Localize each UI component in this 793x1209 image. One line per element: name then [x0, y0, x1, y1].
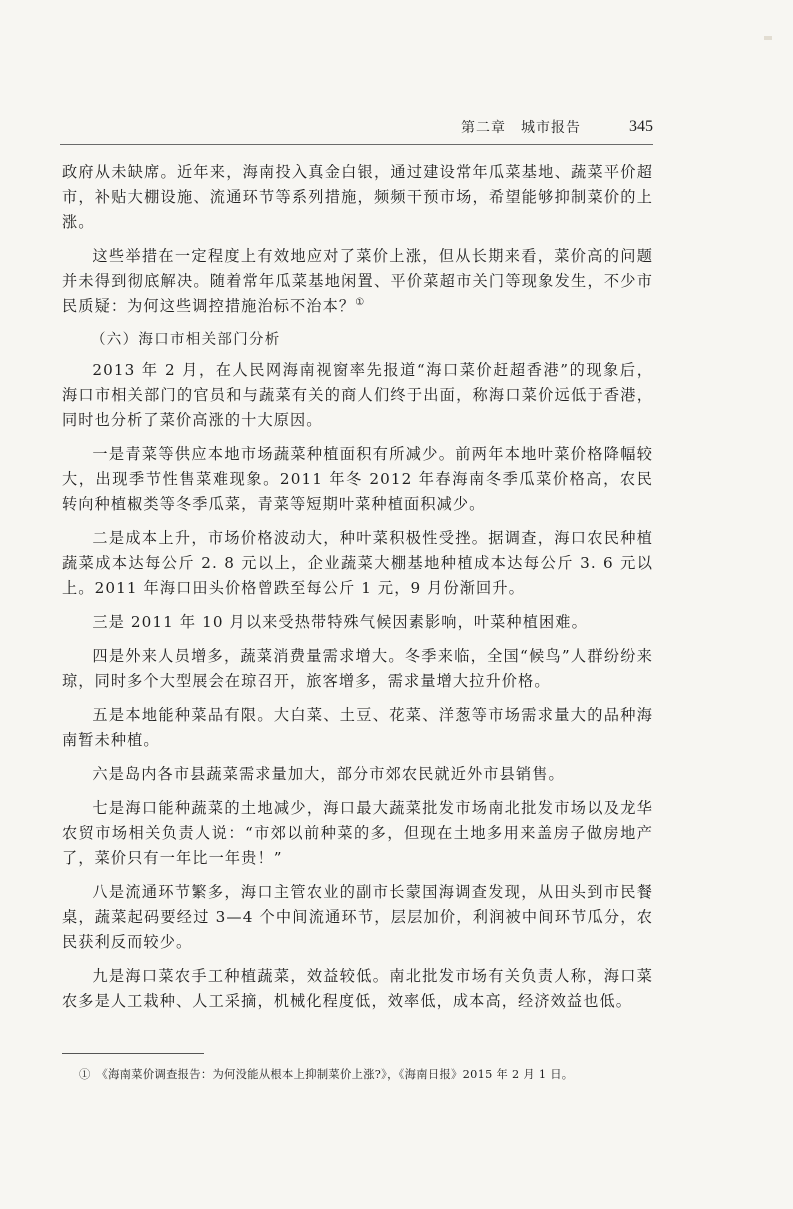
section-heading: （六）海口市相关部门分析 — [91, 332, 281, 348]
paragraph-12: 九是海口菜农手工种植蔬菜，效益较低。南北批发市场有关负责人称，海口菜农多是人工栽种、人工采摘，机械化程度低，效率低，成本高，经济效益也低。 — [62, 967, 653, 1010]
paragraph-3: 2013 年 2 月，在人民网海南视窗率先报道“海口菜价赶超香港”的现象后，海口市相关部门的官员和与蔬菜有关的商人们终于出面，称海口菜价远低于香港，同时也分析了菜价高涨的十大原因。 — [62, 361, 653, 429]
paragraph-8: 五是本地能种菜品有限。大白菜、土豆、花菜、洋葱等市场需求量大的品种海南暂未种植。 — [62, 706, 653, 749]
paragraph-6: 三是 2011 年 10 月以来受热带特殊气候因素影响，叶菜种植困难。 — [92, 613, 588, 631]
footnote-ref: ① — [355, 296, 366, 308]
paragraph-5: 二是成本上升，市场价格波动大，种叶菜积极性受挫。据调查，海口农民种植蔬菜成本达每公斤 2. 8 元以上，企业蔬菜大棚基地种植成本达每公斤 3. 6 元以上。2011 年海口田头价格曾跌至每公斤 1 元，9 月份渐回升。 — [62, 529, 653, 597]
paragraph-4: 一是青菜等供应本地市场蔬菜种植面积有所减少。前两年本地叶菜价格降幅较大，出现季节性售菜难现象。2011 年冬 2012 年春海南冬季瓜菜价格高，农民转向种植椒类等冬季瓜菜，青菜等短期叶菜种植面积减少。 — [62, 445, 653, 513]
body-text — [62, 160, 653, 1023]
footnote: ① 《海南菜价调查报告：为何没能从根本上抑制菜价上涨?》，《海南日报》2015 年 2 月 1 日。 — [78, 1068, 574, 1081]
paragraph-10: 七是海口能种蔬菜的土地减少，海口最大蔬菜批发市场南北批发市场以及龙华农贸市场相关负责人说：“市郊以前种菜的多，但现在土地多用来盖房子做房地产了，菜价只有一年比一年贵！” — [62, 799, 653, 867]
paragraph-2-text: 这些举措在一定程度上有效地应对了菜价上涨，但从长期来看，菜价高的问题并未得到彻底解决。随着常年瓜菜基地闲置、平价菜超市关门等现象发生，不少市民质疑：为何这些调控措施治标不治本？ — [62, 247, 653, 315]
paragraph-9: 六是岛内各市县蔬菜需求量加大，部分市郊农民就近外市县销售。 — [92, 765, 565, 783]
scan-edge-mark — [764, 36, 772, 40]
paragraph-1: 政府从未缺席。近年来，海南投入真金白银，通过建设常年瓜菜基地、蔬菜平价超市，补贴大棚设施、流通环节等系列措施，频频干预市场，希望能够抑制菜价的上涨。 — [62, 163, 653, 231]
chapter-title: 第二章 城市报告 — [461, 120, 581, 136]
footnote-divider — [62, 1053, 204, 1054]
paragraph-2 — [62, 244, 653, 319]
paragraph-7: 四是外来人员增多，蔬菜消费量需求增大。冬季来临，全国“候鸟”人群纷纷来琼，同时多个大型展会在琼召开，旅客增多，需求量增大拉升价格。 — [62, 647, 653, 690]
paragraph-11: 八是流通环节繁多，海口主管农业的副市长蒙国海调查发现，从田头到市民餐桌，蔬菜起码要经过 3—4 个中间流通环节，层层加价，利润被中间环节瓜分，农民获利反而较少。 — [62, 883, 653, 951]
running-header — [60, 118, 653, 145]
page-number: 345 — [629, 118, 653, 135]
